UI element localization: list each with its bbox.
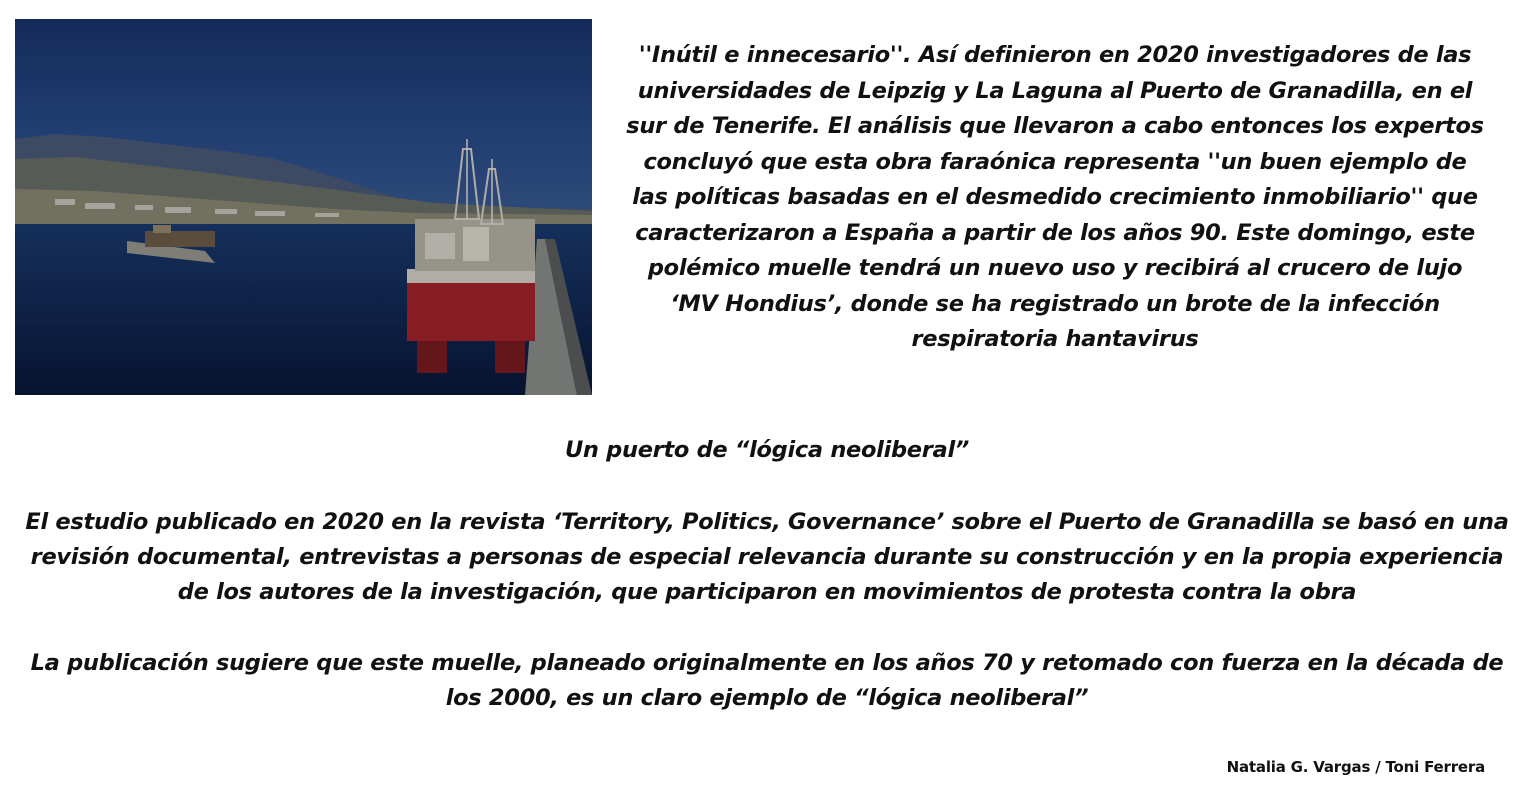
intro-text: ''Inútil e innecesario''. Así definieron en 2020 investigadores de las universidades de Leipzig y La Laguna al Puerto de Granadilla, en el sur de Tenerife. El análisis que llevaron a cabo entonces los expertos concluyó que esta obra faraónica representa ''un buen ejemplo de las políticas basadas en el desmedido crecimiento inmobiliario'' que caracterizaron a España a partir de los años 90. Este domingo, este polémico muelle tendrá un nuevo uso y recibirá al crucero de lujo ‘MV Hondius’, donde se ha registrado un brote de la infección respiratoria hantavirus (626, 42, 1484, 352)
body-paragraph-2: La publicación sugiere que este muelle, planeado originalmente en los años 70 y retomado con fuerza en la década de los 2000, es un claro ejemplo de “lógica neoliberal” (30, 650, 1504, 711)
body-paragraph-1: El estudio publicado en 2020 en la revista ‘Territory, Politics, Governance’ sobre el Puerto de Granadilla se basó en una revisión documental, entrevistas a personas de especial relevancia durante su construcción y en la propia experiencia de los autores de la investigación, que participaron en movimientos de protesta contra la obra (25, 509, 1509, 605)
port-photo-icon (15, 19, 592, 395)
port-photo (15, 19, 592, 395)
section-heading: Un puerto de “lógica neoliberal” (564, 437, 970, 463)
author-credit: Natalia G. Vargas / Toni Ferrera (1226, 758, 1485, 776)
